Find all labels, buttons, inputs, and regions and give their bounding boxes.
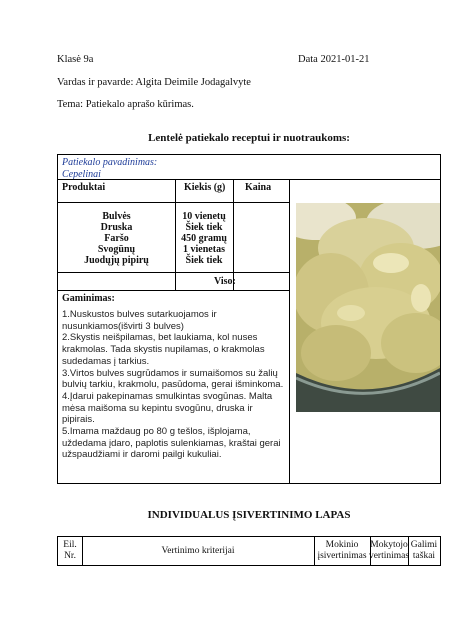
method-steps	[62, 309, 284, 461]
column-divider	[175, 179, 176, 290]
column-divider	[314, 537, 315, 565]
row-divider	[58, 272, 289, 273]
col-header-self-assessment: Mokinio įsivertinimas	[317, 540, 367, 561]
method-step: 5.Imama maždaug po 80 g tešlos, išplojama, uždedama įdaro, paplotis sulenkiamas, kraštai gerai užspaudžiami ir daromi pailgi kukuliai.	[62, 426, 281, 461]
col-header-row-number: Eil. Nr.	[63, 540, 77, 561]
dish-photo-illustration	[296, 203, 440, 412]
dish-photo	[296, 203, 440, 412]
ingredient-item: Bulvės	[102, 211, 131, 222]
ingredient-item: Faršo	[104, 233, 129, 244]
dish-name: Cepelinai	[62, 169, 101, 180]
recipe-table-title: Lentelė patiekalo receptui ir nuotraukoms:	[148, 132, 350, 144]
column-divider	[82, 537, 83, 565]
method-step: 3.Virtos bulves sugrūdamos ir sumaišomos su žalių bulvių tarkiu, krakmolu, pasūdoma, gerai išminkoma.	[62, 367, 284, 391]
dish-name-cell	[62, 157, 432, 181]
quantities-list	[175, 211, 233, 266]
method-label: Gaminimas:	[62, 293, 115, 304]
quantity-item: Šiek tiek	[185, 222, 223, 233]
col-header-products: Produktai	[62, 182, 106, 193]
dish-name-label: Patiekalo pavadinimas:	[62, 157, 158, 168]
method-step: 1.Nuskustos bulves sutarkuojamos ir nusunkiamos(išvirti 3 bulves)	[62, 309, 217, 332]
quantity-item: 450 gramų	[181, 233, 227, 244]
evaluation-table	[57, 536, 441, 566]
col-header-quantity: Kiekis (g)	[184, 182, 226, 193]
ingredient-item: Svogūnų	[97, 244, 136, 255]
date-label: Data 2021-01-21	[298, 54, 370, 65]
quantity-item: 1 vienetas	[183, 244, 225, 255]
evaluation-title: INDIVIDUALUS ĮSIVERTINIMO LAPAS	[147, 509, 351, 521]
column-divider	[289, 179, 290, 483]
col-header-criteria: Vertinimo kriterijai	[161, 545, 235, 556]
ingredient-item: Juodųjų pipirų	[84, 255, 149, 266]
col-header-points: Galimi taškai	[410, 540, 438, 561]
col-header-teacher-assessment: Mokytojo vertinimas	[368, 540, 410, 561]
ingredients-list	[58, 211, 175, 266]
total-label: Viso:	[214, 276, 236, 287]
row-divider	[58, 290, 289, 291]
row-divider	[58, 179, 440, 180]
method-step: 2.Skystis neišpilamas, bet laukiama, kol nuses krakmolas. Tada skystis nupilamas, o krakmolas sudedamas į tarkius.	[62, 332, 265, 367]
quantity-item: 10 vienetų	[182, 211, 226, 222]
column-divider	[233, 179, 234, 290]
col-header-price: Kaina	[245, 182, 272, 193]
ingredient-item: Druska	[100, 222, 133, 233]
class-label: Klasė 9a	[57, 54, 94, 65]
student-name: Vardas ir pavarde: Algita Deimile Jodagalvyte	[57, 77, 251, 88]
column-divider	[408, 537, 409, 565]
column-divider	[370, 537, 371, 565]
quantity-item: Šiek tiek	[185, 255, 223, 266]
method-step: 4.Įdarui pakepinamas smulkintas svogūnas. Malta mėsa maišoma su kepintu svogūnu, druska ir pipirais.	[62, 390, 273, 426]
row-divider	[58, 202, 289, 203]
topic-label: Tema: Patiekalo aprašo kūrimas.	[57, 99, 194, 110]
